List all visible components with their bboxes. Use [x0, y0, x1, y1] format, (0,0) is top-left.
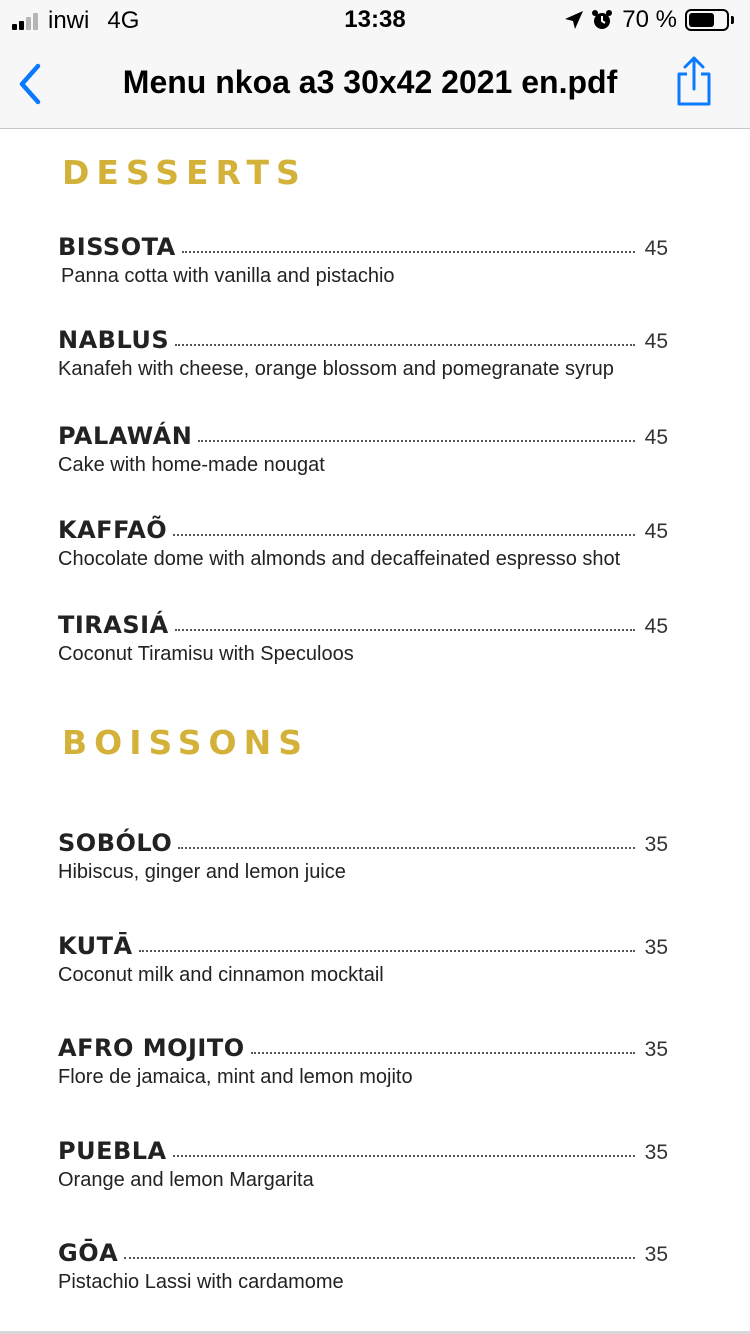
item-description: Hibiscus, ginger and lemon juice: [58, 861, 346, 883]
dot-leader: [173, 533, 634, 536]
status-bar: [0, 0, 750, 40]
navigation-bar: [0, 40, 750, 129]
carrier-name: inwi: [48, 7, 90, 34]
item-description: Coconut Tiramisu with Speculoos: [58, 643, 354, 665]
menu-item: [58, 1034, 668, 1089]
dot-leader: [182, 250, 635, 253]
menu-item: [58, 1137, 668, 1192]
item-price: 35: [644, 936, 668, 959]
share-icon: [672, 56, 716, 108]
network-type: 4G: [107, 7, 140, 34]
item-description: Pistachio Lassi with cardamome: [58, 1271, 344, 1293]
chevron-left-icon: [14, 62, 50, 106]
menu-item: [58, 932, 668, 987]
battery-percentage: 70 %: [622, 6, 677, 33]
item-price: 45: [644, 426, 668, 449]
menu-item: [58, 1239, 668, 1294]
menu-item: [58, 233, 668, 288]
status-time: 13:38: [344, 6, 406, 33]
item-name: GŌA: [58, 1239, 119, 1267]
dot-leader: [173, 1154, 635, 1157]
battery-icon: [685, 9, 729, 31]
alarm-clock-icon: [590, 8, 614, 32]
menu-item: [58, 516, 668, 571]
item-price: 45: [644, 520, 668, 543]
status-right: [564, 6, 734, 34]
dot-leader: [124, 1256, 634, 1259]
item-price: 35: [644, 1038, 668, 1061]
item-description: Chocolate dome with almonds and decaffeinated espresso shot: [58, 548, 621, 570]
dot-leader: [139, 949, 635, 952]
battery-tip: [731, 16, 734, 24]
pdf-page[interactable]: [0, 129, 750, 1329]
item-description: Kanafeh with cheese, orange blossom and pomegranate syrup: [58, 358, 614, 380]
item-price: 45: [644, 330, 668, 353]
item-name: BISSOTA: [58, 233, 176, 261]
dot-leader: [251, 1051, 635, 1054]
item-description: Cake with home-made nougat: [58, 454, 325, 476]
item-name: TIRASIÁ: [58, 611, 169, 639]
location-arrow-icon: [564, 10, 584, 30]
dot-leader: [198, 439, 634, 442]
item-price: 35: [644, 1141, 668, 1164]
item-price: 35: [644, 1243, 668, 1266]
item-name: KAFFAÕ: [58, 516, 168, 544]
document-title: Menu nkoa a3 30x42 2021 en.pdf: [122, 64, 618, 100]
item-description: Coconut milk and cinnamon mocktail: [58, 964, 384, 986]
section-title-boissons: BOISSONS: [62, 723, 309, 762]
item-name: AFRO MOJITO: [58, 1034, 245, 1062]
item-price: 45: [644, 237, 668, 260]
item-price: 35: [644, 833, 668, 856]
item-name: KUTĀ: [58, 932, 133, 960]
dot-leader: [175, 628, 635, 631]
battery-fill: [689, 13, 714, 27]
item-description: Orange and lemon Margarita: [58, 1169, 314, 1191]
menu-item: [58, 829, 668, 884]
menu-item: [58, 611, 668, 666]
item-name: SOBÓLO: [58, 829, 173, 857]
item-name: NABLUS: [58, 326, 170, 354]
menu-item: [58, 422, 668, 477]
item-description: Flore de jamaica, mint and lemon mojito: [58, 1066, 413, 1088]
item-name: PALAWÁN: [58, 422, 193, 450]
share-button[interactable]: [672, 56, 716, 108]
back-button[interactable]: [14, 62, 50, 106]
dot-leader: [178, 846, 634, 849]
section-title-desserts: DESSERTS: [62, 153, 307, 192]
menu-item: [58, 326, 668, 381]
item-description: Panna cotta with vanilla and pistachio: [61, 265, 395, 287]
item-price: 45: [644, 615, 668, 638]
item-name: PUEBLA: [58, 1137, 167, 1165]
dot-leader: [175, 343, 634, 346]
